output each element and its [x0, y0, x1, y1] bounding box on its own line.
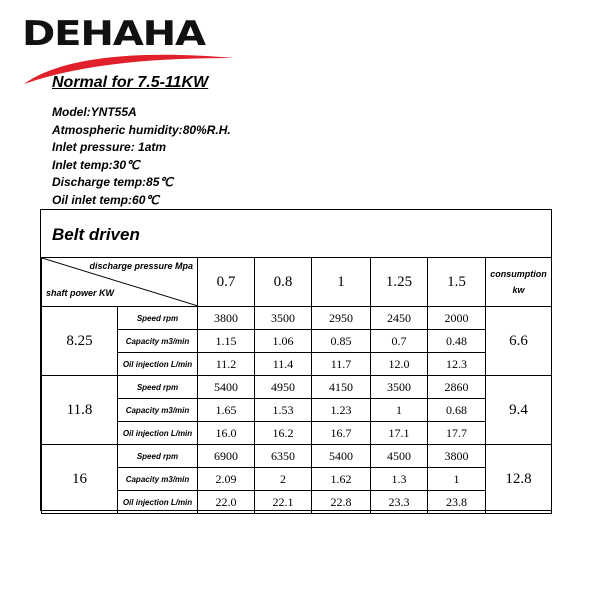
value-cell: 1.06 — [255, 330, 312, 353]
table-row — [42, 445, 552, 468]
table-row — [42, 399, 552, 422]
value-cell: 1 — [371, 399, 428, 422]
value-cell: 1.65 — [198, 399, 255, 422]
value-cell: 16.0 — [198, 422, 255, 445]
value-cell: 12.0 — [371, 353, 428, 376]
value-cell: 1.3 — [371, 468, 428, 491]
value-cell: 6350 — [255, 445, 312, 468]
value-cell: 3500 — [371, 376, 428, 399]
shaft-power-cell: 11.8 — [42, 376, 118, 445]
value-cell: 4950 — [255, 376, 312, 399]
spec-line — [52, 122, 231, 140]
value-cell: 17.1 — [371, 422, 428, 445]
value-cell: 1.15 — [198, 330, 255, 353]
value-cell: 2950 — [312, 307, 371, 330]
value-cell: 4150 — [312, 376, 371, 399]
value-cell: 22.0 — [198, 491, 255, 514]
spec-label: Inlet pressure: — [52, 140, 139, 154]
value-cell: 11.7 — [312, 353, 371, 376]
value-cell: 1.62 — [312, 468, 371, 491]
spec-label: Oil inlet temp: — [52, 192, 133, 207]
header-pressure-label: discharge pressure Mpa — [89, 261, 193, 271]
metric-label-cell: Speed rpm — [118, 445, 198, 468]
metric-label-cell: Speed rpm — [118, 376, 198, 399]
table-row — [42, 307, 552, 330]
consumption-unit: kw — [512, 285, 525, 295]
value-cell: 4500 — [371, 445, 428, 468]
table-row — [42, 422, 552, 445]
spec-line — [52, 174, 231, 192]
value-cell: 2860 — [428, 376, 486, 399]
table-row — [42, 376, 552, 399]
value-cell: 0.68 — [428, 399, 486, 422]
value-cell: 16.7 — [312, 422, 371, 445]
table-row — [42, 353, 552, 376]
value-cell: 11.4 — [255, 353, 312, 376]
value-cell: 11.2 — [198, 353, 255, 376]
table-row — [42, 330, 552, 353]
value-cell: 1.23 — [312, 399, 371, 422]
metric-label-cell: Oil injection L/min — [118, 353, 198, 376]
pressure-header: 1.5 — [428, 258, 486, 307]
page-subtitle: Normal for 7.5-11KW — [52, 74, 209, 91]
value-cell: 0.48 — [428, 330, 486, 353]
header-power-label: shaft power KW — [46, 288, 115, 298]
spec-label: Model: — [52, 105, 91, 119]
spec-list — [52, 104, 231, 209]
metric-label-cell: Capacity m3/min — [118, 468, 198, 491]
consumption-cell: 9.4 — [486, 376, 552, 445]
consumption-label: consumption — [490, 269, 547, 279]
spec-table-frame — [40, 209, 552, 511]
consumption-cell: 12.8 — [486, 445, 552, 514]
spec-value: 30℃ — [112, 157, 140, 172]
shaft-power-cell: 8.25 — [42, 307, 118, 376]
metric-label-cell: Speed rpm — [118, 307, 198, 330]
value-cell: 3500 — [255, 307, 312, 330]
spec-table — [41, 257, 552, 514]
metric-label-cell: Capacity m3/min — [118, 399, 198, 422]
value-cell: 16.2 — [255, 422, 312, 445]
value-cell: 0.85 — [312, 330, 371, 353]
shaft-power-cell: 16 — [42, 445, 118, 514]
pressure-header: 1.25 — [371, 258, 428, 307]
spec-line — [52, 157, 231, 175]
spec-label: Atmospheric humidity: — [52, 122, 183, 137]
metric-label-cell: Oil injection L/min — [118, 422, 198, 445]
consumption-cell: 6.6 — [486, 307, 552, 376]
spec-label: Discharge temp: — [52, 175, 147, 189]
value-cell: 2000 — [428, 307, 486, 330]
value-cell: 5400 — [198, 376, 255, 399]
value-cell: 1.53 — [255, 399, 312, 422]
table-row — [42, 468, 552, 491]
value-cell: 12.3 — [428, 353, 486, 376]
diagonal-header-cell — [42, 258, 198, 307]
spec-label: Inlet temp: — [52, 157, 113, 172]
metric-label-cell: Capacity m3/min — [118, 330, 198, 353]
spec-line — [52, 139, 231, 157]
value-cell: 23.8 — [428, 491, 486, 514]
value-cell: 0.7 — [371, 330, 428, 353]
table-title: Belt driven — [52, 225, 140, 244]
value-cell: 2.09 — [198, 468, 255, 491]
value-cell: 2 — [255, 468, 312, 491]
value-cell: 17.7 — [428, 422, 486, 445]
table-body — [42, 307, 552, 514]
spec-value: YNT55A — [90, 105, 137, 119]
value-cell: 23.3 — [371, 491, 428, 514]
pressure-header: 0.8 — [255, 258, 312, 307]
pressure-header: 1 — [312, 258, 371, 307]
value-cell: 22.1 — [255, 491, 312, 514]
table-row — [42, 491, 552, 514]
logo-wordmark: DEHAHA — [22, 14, 205, 54]
spec-value: 80%R.H. — [182, 122, 231, 137]
value-cell: 3800 — [428, 445, 486, 468]
value-cell: 6900 — [198, 445, 255, 468]
value-cell: 22.8 — [312, 491, 371, 514]
value-cell: 5400 — [312, 445, 371, 468]
value-cell: 1 — [428, 468, 486, 491]
spec-line — [52, 104, 231, 122]
spec-value: 60℃ — [132, 192, 159, 207]
consumption-header — [486, 258, 552, 307]
metric-label-cell: Oil injection L/min — [118, 491, 198, 514]
value-cell: 3800 — [198, 307, 255, 330]
spec-line — [52, 192, 231, 210]
spec-value: 1atm — [138, 140, 167, 154]
spec-value: 85℃ — [146, 175, 173, 189]
value-cell: 2450 — [371, 307, 428, 330]
table-header-row — [42, 258, 552, 307]
pressure-header: 0.7 — [198, 258, 255, 307]
